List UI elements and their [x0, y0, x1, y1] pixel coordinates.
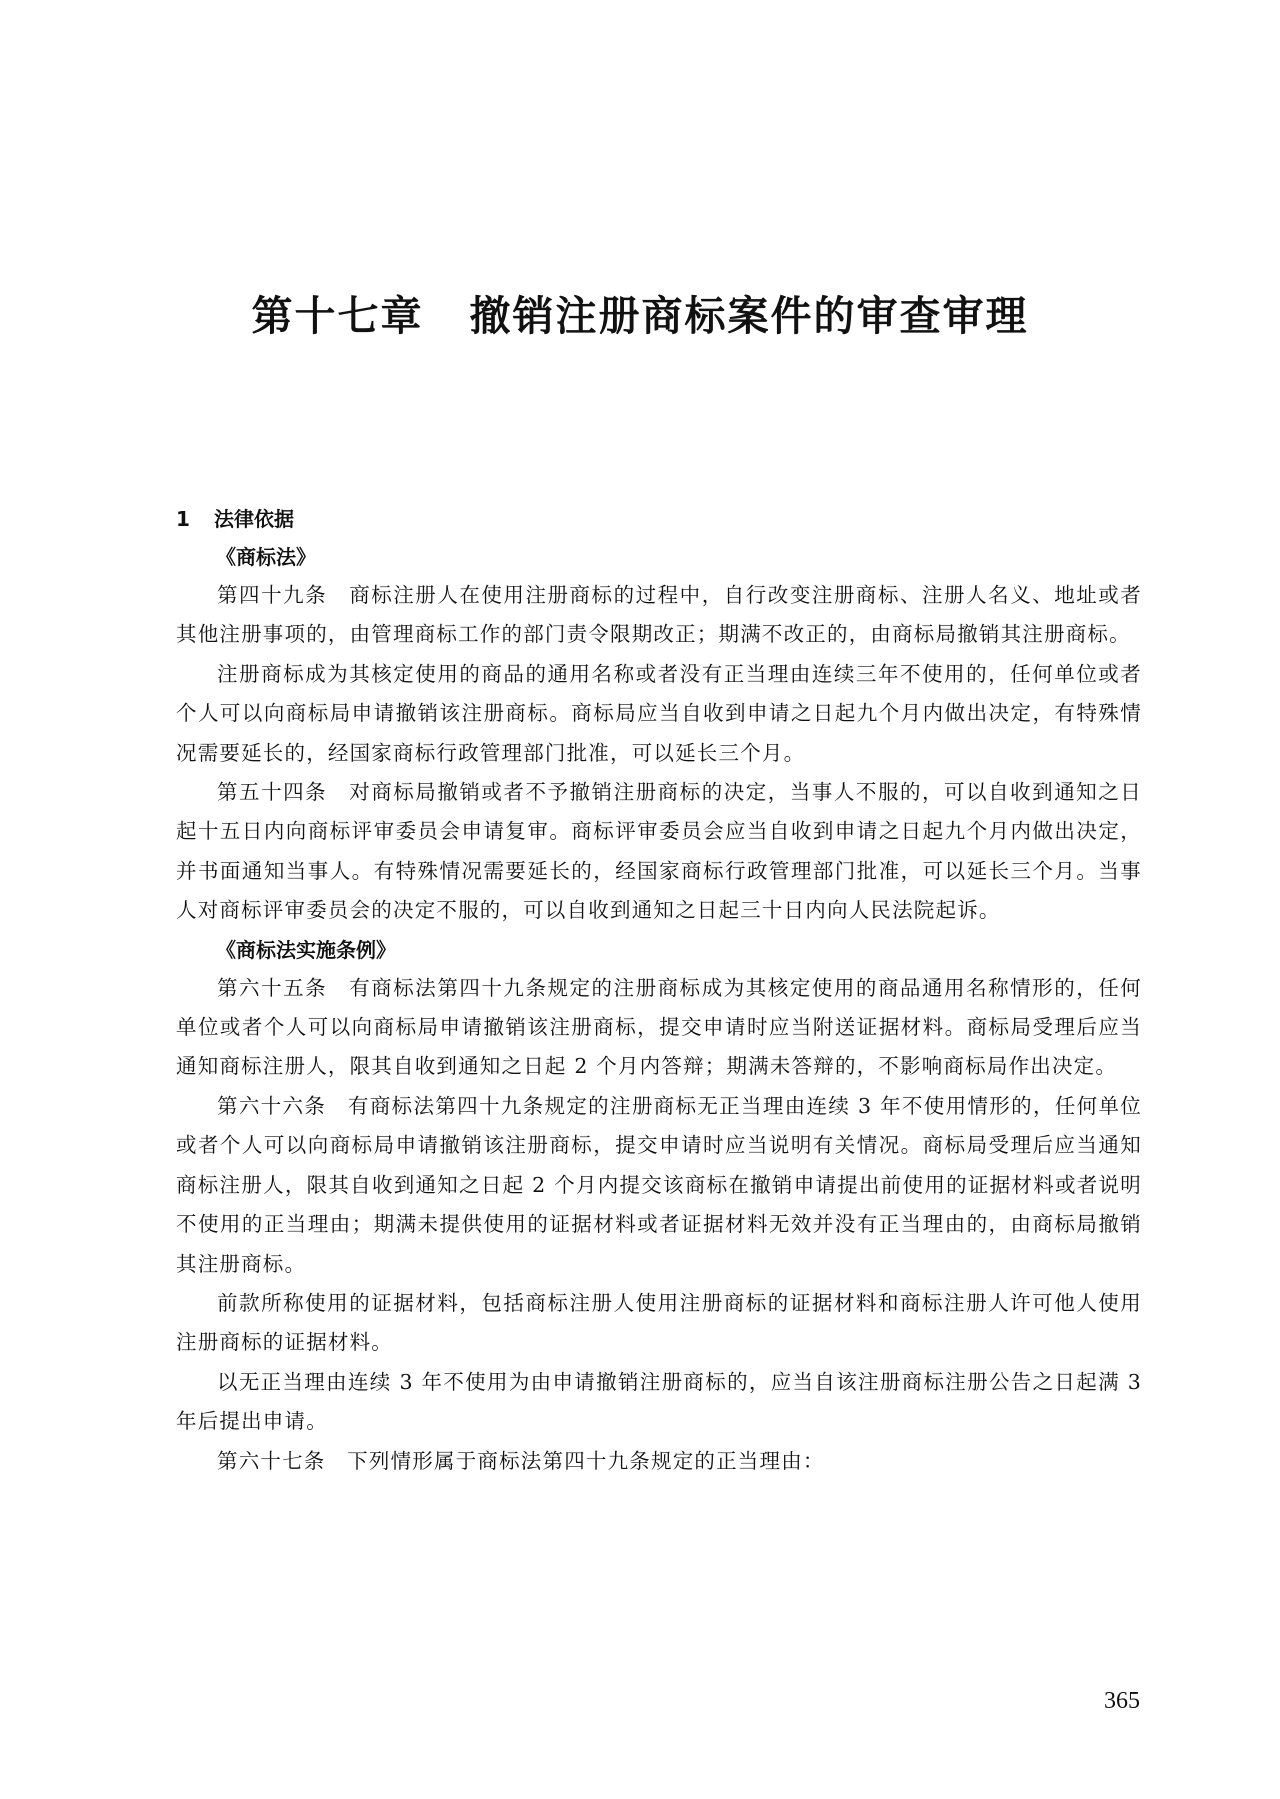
chapter-title — [0, 286, 1280, 346]
article-66-paragraph-2: 前款所称使用的证据材料，包括商标注册人使用注册商标的证据材料和商标注册人许可他人使用注册商标的证据材料。 — [176, 1290, 1142, 1355]
chapter-name: 撤销注册商标案件的审查审理 — [469, 292, 1029, 340]
section-title: 法律依据 — [214, 507, 294, 531]
source-title-implementing-regulations: 《商标法实施条例》 — [216, 937, 396, 962]
section-number: 1 — [176, 507, 190, 531]
chapter-body — [176, 500, 1142, 1481]
article-66-paragraph-1: 第六十六条 有商标法第四十九条规定的注册商标无正当理由连续 3 年不使用情形的，任何单位或者个人可以向商标局申请撤销该注册商标，提交申请时应当说明有关情况。商标局受理后应当通知商标注册人，限其自收到通知之日起 2 个月内提交该商标在撤销申请提出前使用的证据材料或者说明不使用的正当理由；期满未提供使用的证据材料或者证据材料无效并没有正当理由的，由商标局撤销其注册商标。 — [176, 1093, 1142, 1276]
article-54-paragraph: 第五十四条 对商标局撤销或者不予撤销注册商标的决定，当事人不服的，可以自收到通知之日起十五日内向商标评审委员会申请复审。商标评审委员会应当自收到申请之日起九个月内做出决定，并书面通知当事人。有特殊情况需要延长的，经国家商标行政管理部门批准，可以延长三个月。当事人对商标评审委员会的决定不服的，可以自收到通知之日起三十日内向人民法院起诉。 — [176, 780, 1142, 923]
section-heading — [176, 500, 1142, 538]
article-49-paragraph-1: 第四十九条 商标注册人在使用注册商标的过程中，自行改变注册商标、注册人名义、地址或者其他注册事项的，由管理商标工作的部门责令限期改正；期满不改正的，由商标局撤销其注册商标。 — [176, 583, 1142, 647]
page-number: 365 — [1104, 1688, 1140, 1714]
article-49-paragraph-2: 注册商标成为其核定使用的商品的通用名称或者没有正当理由连续三年不使用的，任何单位或者个人可以向商标局申请撤销该注册商标。商标局应当自收到申请之日起九个月内做出决定，有特殊情况需要延长的，经国家商标行政管理部门批准，可以延长三个月。 — [176, 661, 1142, 765]
article-66-paragraph-3: 以无正当理由连续 3 年不使用为由申请撤销注册商标的，应当自该注册商标注册公告之日起满 3 年后提出申请。 — [176, 1369, 1142, 1434]
source-title-trademark-law: 《商标法》 — [216, 545, 316, 569]
article-67-paragraph: 第六十七条 下列情形属于商标法第四十九条规定的正当理由： — [217, 1448, 825, 1473]
chapter-number: 第十七章 — [251, 292, 424, 340]
article-65-paragraph: 第六十五条 有商标法第四十九条规定的注册商标成为其核定使用的商品通用名称情形的，任何单位或者个人可以向商标局申请撤销该注册商标，提交申请时应当附送证据材料。商标局受理后应当通知商标注册人，限其自收到通知之日起 2 个月内答辩；期满未答辩的，不影响商标局作出决定。 — [176, 975, 1142, 1079]
